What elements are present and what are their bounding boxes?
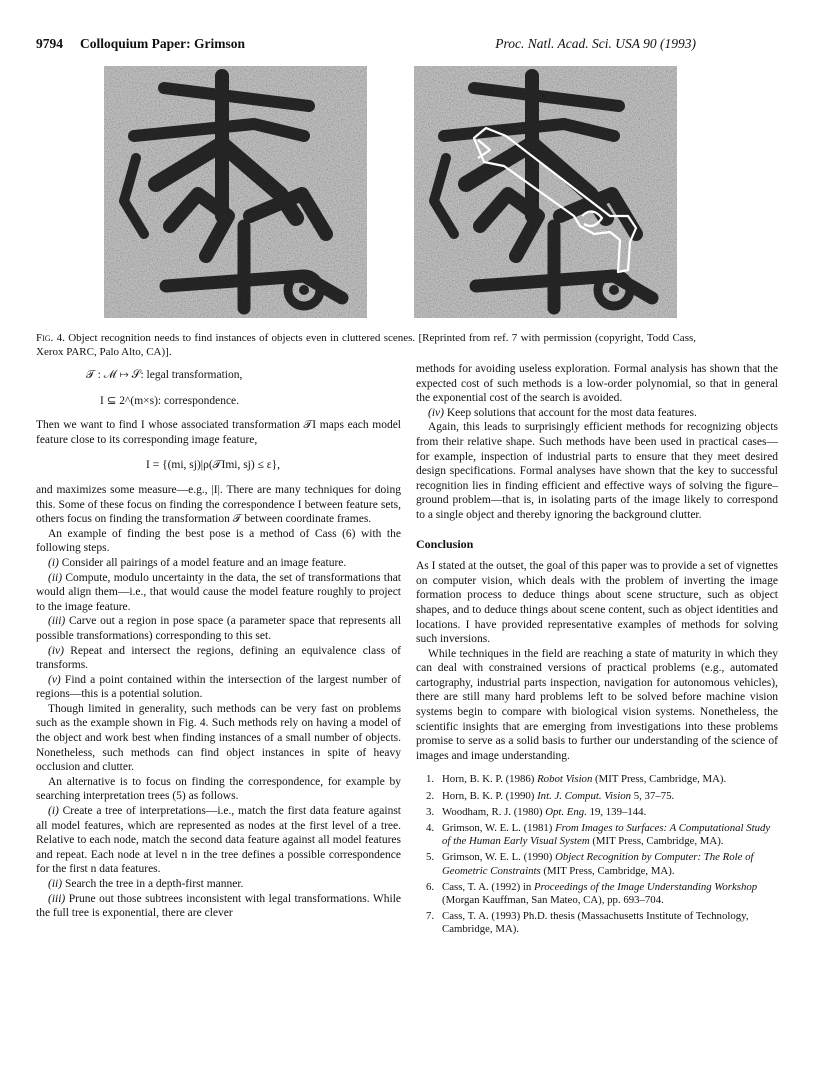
step-number: (i): [48, 556, 59, 569]
reference-title: Proceedings of the Image Understanding Workshop: [533, 880, 758, 893]
step-text: Carve out a region in pose space (a parameter space that represents all possible transformations) corresponding to this set.: [36, 615, 402, 642]
step-item: [36, 556, 401, 571]
reference-text: Woodham, R. J. (1980): [442, 805, 546, 818]
paragraph: and maximizes some measure—e.g., |I|. There are many techniques for doing this. Some of these focus on finding the correspondence I between feature sets, others focus on finding the transformation 𝒯 between coordinate frames.: [36, 483, 401, 526]
step-text: Create a tree of interpretations—i.e., match the first data feature against all model features, which are represented as nodes at the first level of a tree. Relative to each node, match the second data feature against all model features and repeat. Each node at level n in the tree defines a possible correspondence for the first n data features.: [36, 805, 401, 876]
reference-item: [416, 773, 778, 786]
paragraph: An alternative is to focus on finding the correspondence, for example by searching interpretation trees (5) as follows.: [36, 775, 401, 803]
reference-title: Int. J. Comput. Vision: [537, 789, 632, 802]
paragraph: While techniques in the field are reaching a state of maturity in which they can deal with constrained versions of practical problems (e.g., automated cartography, industrial parts inspection, navigation for autonomous vehicles), there are still many hard problems left to be solved before machine vision systems begin to compare with biological vision systems. Nonetheless, the scientific insights that are emerging from investigations into these problems promise to serve as a solid basis to further our understanding of the science of images and image understanding.: [416, 647, 778, 762]
step-text: Find a point contained within the intersection of the largest number of regions—this is a potential solution.: [36, 673, 401, 701]
step-number: (iii): [48, 892, 66, 905]
reference-text: (MIT Press, Cambridge, MA).: [589, 835, 724, 848]
reference-number: 7.: [426, 910, 435, 923]
reference-text: Grimson, W. E. L. (1981): [442, 822, 556, 835]
reference-text: 19, 139–144.: [586, 805, 647, 818]
step-number: (i): [48, 805, 59, 818]
reference-text: 5, 37–75.: [631, 789, 675, 802]
reference-text: Cass, T. A. (1993) Ph.D. thesis (Massachusetts Institute of Technology, Cambridge, MA).: [442, 910, 749, 936]
reference-title: From Images to Surfaces: A Computational Study of the Human Early Visual System: [442, 822, 771, 848]
section-heading-conclusion: Conclusion: [416, 536, 474, 551]
reference-item: [416, 851, 778, 877]
step-text: Search the tree in a depth-first manner.: [64, 878, 244, 890]
paragraph: Though limited in generality, such methods can be very fast on problems such as the example shown in Fig. 4. Such methods rely on having a model of the object and work best when finding instances of a small number of objects. Nonetheless, such methods can find object instances in spite of heavy occlusion and clutter.: [36, 702, 401, 774]
page-number: 9794: [36, 36, 63, 51]
reference-number: 2.: [426, 789, 435, 802]
step-number: (ii): [48, 571, 63, 584]
reference-number: 5.: [426, 851, 435, 864]
step-item: [36, 892, 401, 921]
step-number: (iii): [48, 615, 66, 628]
step-item: [36, 644, 401, 673]
reference-text: (MIT Press, Cambridge, MA).: [540, 864, 675, 877]
step-text: Prune out those subtrees inconsistent with legal transformations. While the full tree is exponential, there are clever: [36, 892, 401, 920]
figure-panel-right: [414, 66, 677, 318]
reference-number: 3.: [426, 805, 435, 818]
paragraph: methods for avoiding useless exploration. Formal analysis has shown that the expected cost of such methods is a low-order polynomial, so that in general the exponential cost of the search is avoided.: [416, 363, 778, 405]
reference-title: Robot Vision: [537, 773, 593, 786]
equation-interpretation: I = {(mi, sj)|ρ(𝒯Imi, sj) ≤ ε},: [146, 459, 280, 472]
reference-number: 6.: [426, 880, 435, 893]
reference-text: Cass, T. A. (1992) in: [442, 880, 534, 893]
paragraph: Then we want to find I whose associated transformation 𝒯I maps each model feature close to its corresponding image feature,: [36, 419, 401, 446]
right-column: [416, 362, 778, 940]
paragraph: An example of finding the best pose is a method of Cass (6) with the following steps.: [36, 527, 401, 555]
step-item: [36, 673, 401, 702]
reference-item: [416, 822, 778, 848]
step-item: [36, 804, 401, 877]
reference-title: Opt. Eng.: [545, 805, 587, 818]
reference-item: [416, 910, 778, 936]
reference-text: (MIT Press, Cambridge, MA).: [592, 773, 727, 786]
step-number: (iv): [48, 644, 64, 657]
running-title: Colloquium Paper: Grimson: [80, 36, 246, 51]
equation-transformation: 𝒯 : ℳ ↦ 𝒮: legal transformation,: [86, 369, 243, 381]
step-number: (iv): [428, 406, 444, 419]
reference-number: 4.: [426, 822, 435, 835]
page-header: [36, 36, 696, 54]
reference-text: Grimson, W. E. L. (1990): [442, 851, 556, 864]
reference-list: [416, 773, 778, 936]
figure-panel-left: [104, 66, 367, 318]
figure-caption: [36, 331, 696, 359]
step-item: [36, 614, 401, 643]
paragraph: Again, this leads to surprisingly efficient methods for recognizing objects from their relative shape. Such methods have been used in practical cases—for example, inspection of industrial parts to ensure that they meet desired design specifications. Formal analyses have shown that the key to successful recognition lies in finding efficient and effective ways of solving the figure–ground problem—that is, in isolating parts of the image likely to correspond to a single object and thereby ignoring the background clutter.: [416, 421, 778, 521]
equation-correspondence: I ⊆ 2^(m×s): correspondence.: [100, 394, 240, 407]
paragraph: As I stated at the outset, the goal of this paper was to provide a set of vignettes on computer vision, which deals with the problem of inverting the image formation process to deduce things about scene structure, such as object shapes, and to deduce things about scene content, such as object identities and locations. I have provided representative examples of methods for solving such inversions.: [416, 560, 778, 646]
reference-item: [416, 790, 778, 803]
step-item: [36, 877, 401, 892]
step-item: [36, 571, 401, 615]
step-text: Compute, modulo uncertainty in the data, the set of transformations that would align them—i.e., that would cause the model feature roughly to project to the image feature.: [36, 571, 401, 613]
figure-label: Fig. 4.: [36, 332, 65, 344]
step-number: (ii): [48, 878, 63, 890]
reference-item: [416, 806, 778, 819]
step-text: Consider all pairings of a model feature and an image feature.: [61, 556, 347, 569]
figure-caption-text: Object recognition needs to find instances of objects even in cluttered scenes. [Reprinted from ref. 7 with permission (copyright, Todd Cass, Xerox PARC, Palo Alto, CA)].: [36, 332, 696, 358]
reference-text: Horn, B. K. P. (1986): [442, 773, 538, 786]
reference-item: [416, 881, 778, 907]
step-text: Keep solutions that account for the most data features.: [446, 406, 697, 419]
reference-text: Horn, B. K. P. (1990): [442, 789, 538, 802]
journal-citation: Proc. Natl. Acad. Sci. USA 90 (1993): [495, 36, 696, 51]
step-number: (v): [48, 673, 61, 686]
step-item: [416, 406, 778, 421]
left-column: [36, 362, 401, 921]
reference-number: 1.: [426, 773, 435, 786]
reference-title: Object Recognition by Computer: The Role of Geometric Constraints: [442, 851, 754, 877]
step-text: Repeat and intersect the regions, defining an equivalence class of transforms.: [36, 644, 401, 672]
reference-text: (Morgan Kauffman, San Mateo, CA), pp. 693–704.: [442, 894, 664, 907]
